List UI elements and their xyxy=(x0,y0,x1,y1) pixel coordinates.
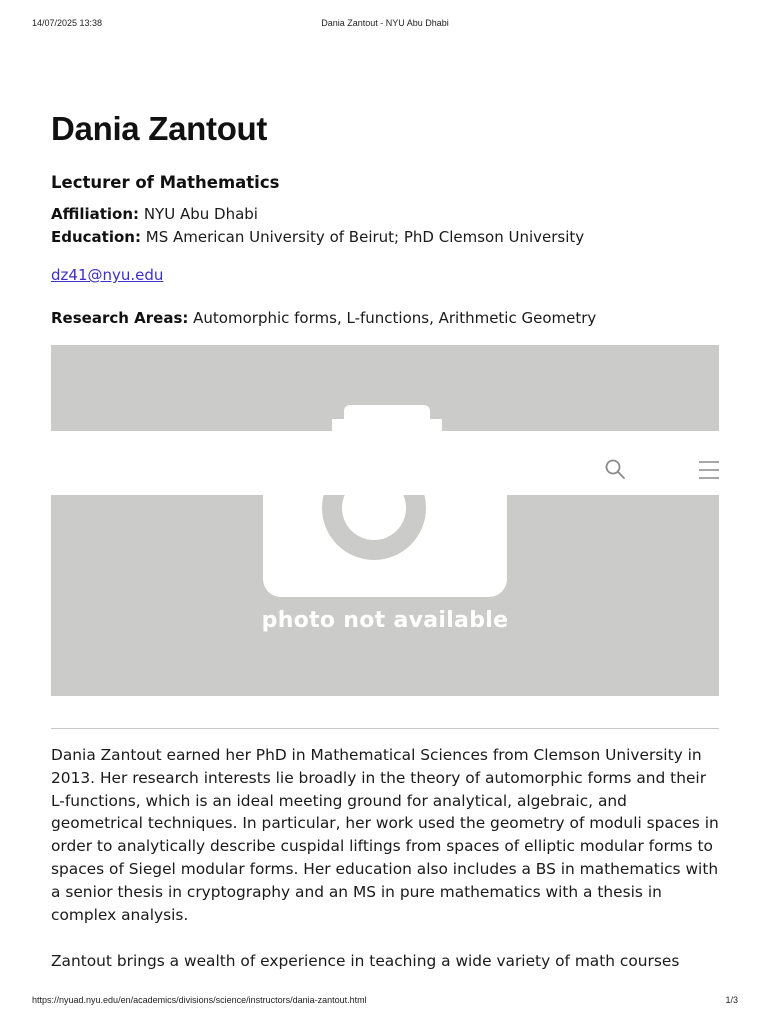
print-header xyxy=(32,18,738,30)
search-icon[interactable] xyxy=(604,458,626,480)
email-link[interactable]: dz41@nyu.edu xyxy=(51,266,164,284)
research-areas-label: Research Areas: xyxy=(51,309,189,327)
print-datetime: 14/07/2025 13:38 xyxy=(32,18,103,28)
profile-photo-placeholder xyxy=(51,345,719,696)
section-divider xyxy=(51,728,719,729)
print-footer xyxy=(32,995,738,1007)
affiliation-label: Affiliation: xyxy=(51,205,140,223)
print-page-title: Dania Zantout - NYU Abu Dhabi xyxy=(321,18,449,28)
bio-paragraph-1: Dania Zantout earned her PhD in Mathematical Sciences from Clemson University in 2013. Her research interests lie broadly in the theory of automorphic forms and their L-functions, which is an ideal meeting ground for analytical, algebraic, and geometrical techniques. In particular, her work used the geometry of moduli spaces in order to analytically describe cuspidal liftings from spaces of elliptic modular forms to spaces of Siegel modular forms. Her education also includes a BS in mathematics with a senior thesis in cryptography and an MS in pure mathematics with a thesis in complex analysis. xyxy=(51,746,719,924)
bio-paragraph-2: Zantout brings a wealth of experience in teaching a wide variety of math courses xyxy=(51,952,680,970)
affiliation-row xyxy=(51,205,258,223)
job-title: Lecturer of Mathematics xyxy=(51,173,280,192)
research-areas-value: Automorphic forms, L-functions, Arithmetic Geometry xyxy=(193,309,597,327)
print-page-number: 1/3 xyxy=(725,995,738,1005)
education-value: MS American University of Beirut; PhD Clemson University xyxy=(145,228,585,246)
menu-icon[interactable] xyxy=(698,459,719,481)
print-url: https://nyuad.nyu.edu/en/academics/divisions/science/instructors/dania-zantout.html xyxy=(32,995,367,1005)
education-row xyxy=(51,228,584,246)
affiliation-value: NYU Abu Dhabi xyxy=(143,205,258,223)
page-title: Dania Zantout xyxy=(51,110,268,147)
education-label: Education: xyxy=(51,228,141,246)
photo-caption: photo not available xyxy=(261,608,509,633)
research-areas-row xyxy=(51,309,596,327)
